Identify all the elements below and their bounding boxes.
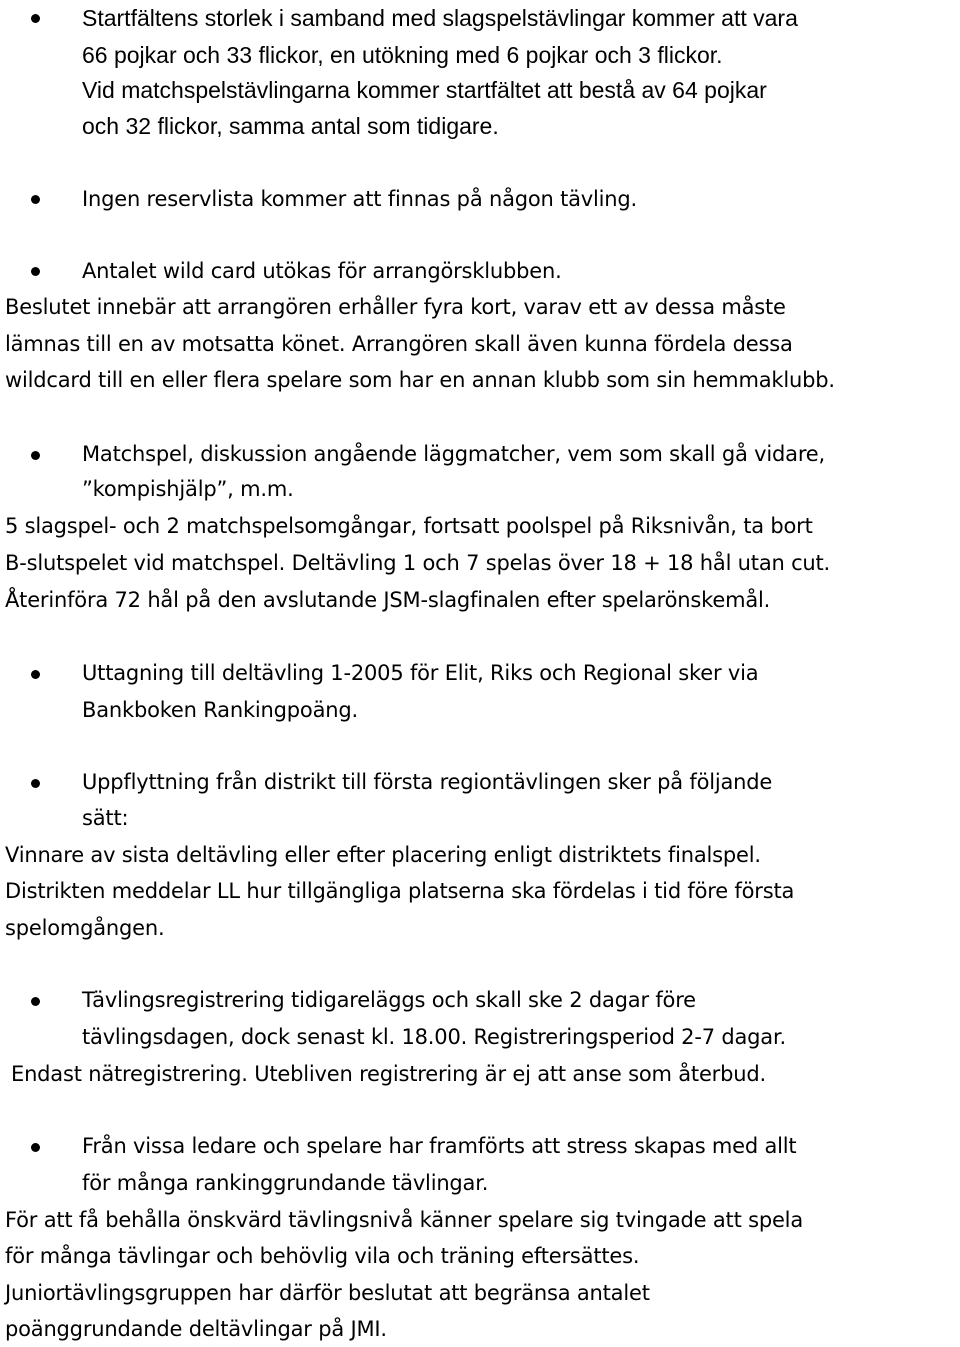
bullet-icon: [31, 451, 40, 460]
text-line: 5 slagspel- och 2 matchspelsomgångar, fortsatt poolspel på Riksnivån, ta bort: [5, 514, 813, 538]
text-line: sätt:: [82, 806, 129, 830]
text-line: Matchspel, diskussion angående läggmatcher, vem som skall gå vidare,: [82, 442, 825, 466]
text-line: tävlingsdagen, dock senast kl. 18.00. Registreringsperiod 2-7 dagar.: [82, 1025, 786, 1049]
text-line: Endast nätregistrering. Utebliven registrering är ej att anse som återbud.: [11, 1062, 766, 1086]
text-line: Återinföra 72 hål på den avslutande JSM-slagfinalen efter spelarönskemål.: [5, 588, 771, 612]
text-line: Uppflyttning från distrikt till första regiontävlingen sker på följande: [82, 770, 773, 794]
text-line: 66 pojkar och 33 flickor, en utökning med 6 pojkar och 3 flickor.: [82, 42, 723, 68]
text-line: Startfältens storlek i samband med slagspelstävlingar kommer att vara: [82, 5, 798, 31]
text-line: Vid matchspelstävlingarna kommer startfältet att bestå av 64 pojkar: [82, 77, 767, 103]
text-line: Beslutet innebär att arrangören erhåller fyra kort, varav ett av dessa måste: [5, 295, 786, 319]
text-line: ”kompishjälp”, m.m.: [82, 477, 294, 501]
text-line: För att få behålla önskvärd tävlingsnivå känner spelare sig tvingade att spela: [5, 1208, 803, 1232]
text-line: och 32 flickor, samma antal som tidigare.: [82, 113, 499, 139]
bullet-icon: [31, 670, 40, 679]
text-line: Vinnare av sista deltävling eller efter placering enligt distriktets finalspel.: [5, 843, 761, 867]
text-line: spelomgången.: [5, 916, 165, 940]
text-line: Distrikten meddelar LL hur tillgängliga platserna ska fördelas i tid före första: [5, 879, 795, 903]
text-line: Juniortävlingsgruppen har därför beslutat att begränsa antalet: [5, 1281, 650, 1305]
bullet-icon: [31, 997, 40, 1006]
text-line: poänggrundande deltävlingar på JMI.: [5, 1317, 387, 1341]
text-line: Ingen reservlista kommer att finnas på någon tävling.: [82, 187, 638, 211]
text-line: för många rankinggrundande tävlingar.: [82, 1171, 489, 1195]
bullet-icon: [31, 267, 40, 276]
text-line: B-slutspelet vid matchspel. Deltävling 1 och 7 spelas över 18 + 18 hål utan cut.: [5, 551, 831, 575]
text-line: Bankboken Rankingpoäng.: [82, 698, 358, 722]
text-line: för många tävlingar och behövlig vila och träning eftersättes.: [5, 1244, 640, 1268]
bullet-icon: [31, 1143, 40, 1152]
bullet-icon: [31, 779, 40, 788]
text-line: Antalet wild card utökas för arrangörsklubben.: [82, 259, 562, 283]
text-line: lämnas till en av motsatta könet. Arrangören skall även kunna fördela dessa: [5, 332, 793, 356]
text-line: Tävlingsregistrering tidigareläggs och skall ske 2 dagar före: [82, 988, 696, 1012]
bullet-icon: [31, 14, 40, 23]
text-line: wildcard till en eller flera spelare som har en annan klubb som sin hemmaklubb.: [5, 368, 835, 392]
text-line: Uttagning till deltävling 1-2005 för Elit, Riks och Regional sker via: [82, 661, 759, 685]
bullet-icon: [31, 195, 40, 204]
text-line: Från vissa ledare och spelare har framförts att stress skapas med allt: [82, 1134, 797, 1158]
